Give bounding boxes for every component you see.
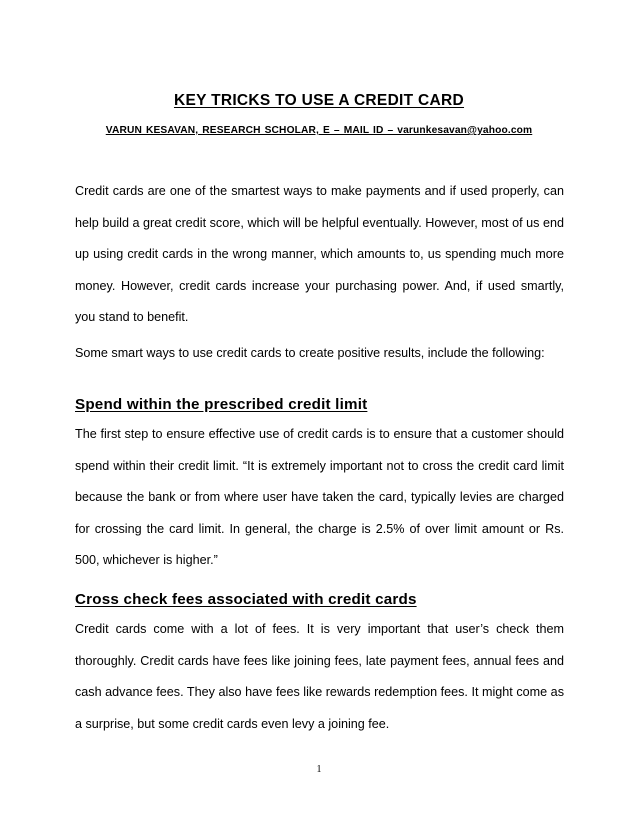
document-title: KEY TRICKS TO USE A CREDIT CARD [173, 92, 465, 109]
page-number: 1 [316, 764, 322, 775]
section-heading-fees: Cross check fees associated with credit cards [75, 591, 417, 608]
author-line: VARUN KESAVAN, RESEARCH SCHOLAR, E – MAIL ID – varunkesavan@yahoo.com [105, 125, 533, 136]
intro-paragraph: Credit cards are one of the smartest ways to make payments and if used properly, can help build a great credit score, which will be helpful eventually. However, most of us end up using credit cards in the wrong manner, which amounts to, us spending much more money. However, credit cards increase your purchasing power. And, if used smartly, you stand to benefit. [75, 184, 564, 324]
section-heading-credit-limit: Spend within the prescribed credit limit [75, 396, 368, 413]
lead-in-paragraph: Some smart ways to use credit cards to create positive results, include the following: [75, 346, 545, 360]
section-body-fees: Credit cards come with a lot of fees. It is very important that user’s check them thoroughly. Credit cards have fees like joining fees, late payment fees, annual fees and cash advance fees. They also have fees like rewards redemption fees. It might come as a surprise, but some credit cards even levy a joining fee. [75, 622, 564, 731]
section-body-credit-limit: The first step to ensure effective use of credit cards is to ensure that a customer should spend within their credit limit. “It is extremely important not to cross the credit card limit because the bank or from where user have taken the card, typically levies are charged for crossing the card limit. In general, the charge is 2.5% of over limit amount or Rs. 500, whichever is higher.” [75, 427, 564, 567]
